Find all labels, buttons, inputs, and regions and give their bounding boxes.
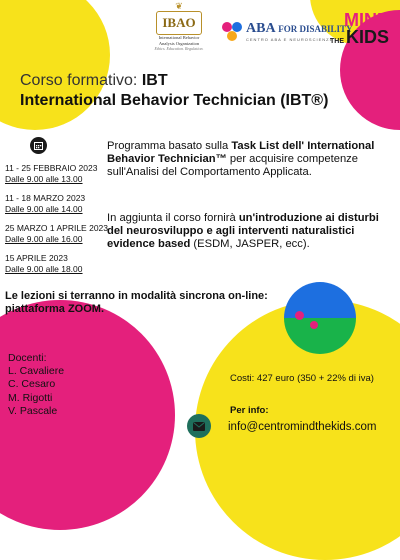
session-item (5, 163, 97, 185)
calendar-icon (30, 137, 47, 154)
teacher-name: M. Rigotti (8, 391, 53, 404)
sync-note: Le lezioni si terranno in modalità sincrona on-line: piattaforma ZOOM. (5, 290, 268, 315)
session-dates: 11 - 18 MARZO 2023 (5, 193, 86, 203)
course-line (20, 72, 168, 90)
mind-the-kids-logo (330, 12, 390, 46)
ibao-logo (150, 2, 208, 51)
ibao-mark: IBAO (156, 11, 202, 35)
mtk-mind: MIND (344, 10, 390, 30)
session-time: Dalle 9.00 alle 16.00 (5, 234, 83, 244)
aba-title: ABA (246, 21, 275, 36)
ibao-name-line1: International Behavior (158, 35, 200, 40)
course-code: IBT (141, 72, 168, 89)
decorative-pink-dot (310, 321, 318, 329)
cost-text: Costi: 427 euro (350 + 22% di iva) (230, 373, 374, 384)
session-time: Dalle 9.00 alle 18.00 (5, 264, 83, 274)
email-link[interactable]: info@centromindthekids.com (228, 421, 377, 433)
description-paragraph: In aggiunta il corso fornirà un'introduzione ai disturbi del neurosviluppo e agli interventi naturalistici evidence based (ESDM, JASPER, ecc). (107, 212, 379, 250)
session-dates: 15 APRILE 2023 (5, 253, 68, 263)
aba-subtitle: CENTRO ABA E NEUROSCIENZE (246, 37, 334, 42)
session-item (5, 253, 83, 275)
session-time: Dalle 9.00 alle 13.00 (5, 174, 83, 184)
info-label: Per info: (230, 405, 269, 416)
course-title: International Behavior Technician (IBT®) (20, 92, 329, 109)
session-time: Dalle 9.00 alle 14.00 (5, 204, 83, 214)
description-paragraph: Programma basato sulla Task List dell' International Behavior Technician™ per acquisire competenze sull'Analisi del Comportamento Applicata. (107, 140, 375, 178)
teacher-name: C. Cesaro (8, 378, 56, 391)
session-dates: 25 MARZO 1 APRILE 2023 (5, 223, 108, 233)
decorative-yellow-circle (0, 0, 110, 130)
teacher-name: V. Pascale (8, 404, 58, 417)
session-item (5, 223, 108, 245)
ibao-name-line2: Analysis Organization (158, 40, 200, 46)
aba-title-suffix: FOR DISABILITY (278, 24, 353, 34)
session-item (5, 193, 85, 215)
teachers-label: Docenti: (8, 352, 47, 364)
teacher-name: L. Cavaliere (8, 365, 65, 378)
laurel-icon: ❦ (175, 1, 183, 11)
session-dates: 11 - 25 FEBBRAIO 2023 (5, 163, 98, 173)
mtk-kids: KIDS (346, 27, 390, 48)
ibao-tagline: Ethics. Education. Regulation. (154, 46, 204, 51)
mtk-the: THE (330, 38, 344, 46)
teachers-list (8, 352, 64, 418)
mail-icon (187, 414, 211, 438)
course-prefix: Corso formativo: (20, 72, 142, 89)
aba-mark-icon (222, 22, 242, 42)
